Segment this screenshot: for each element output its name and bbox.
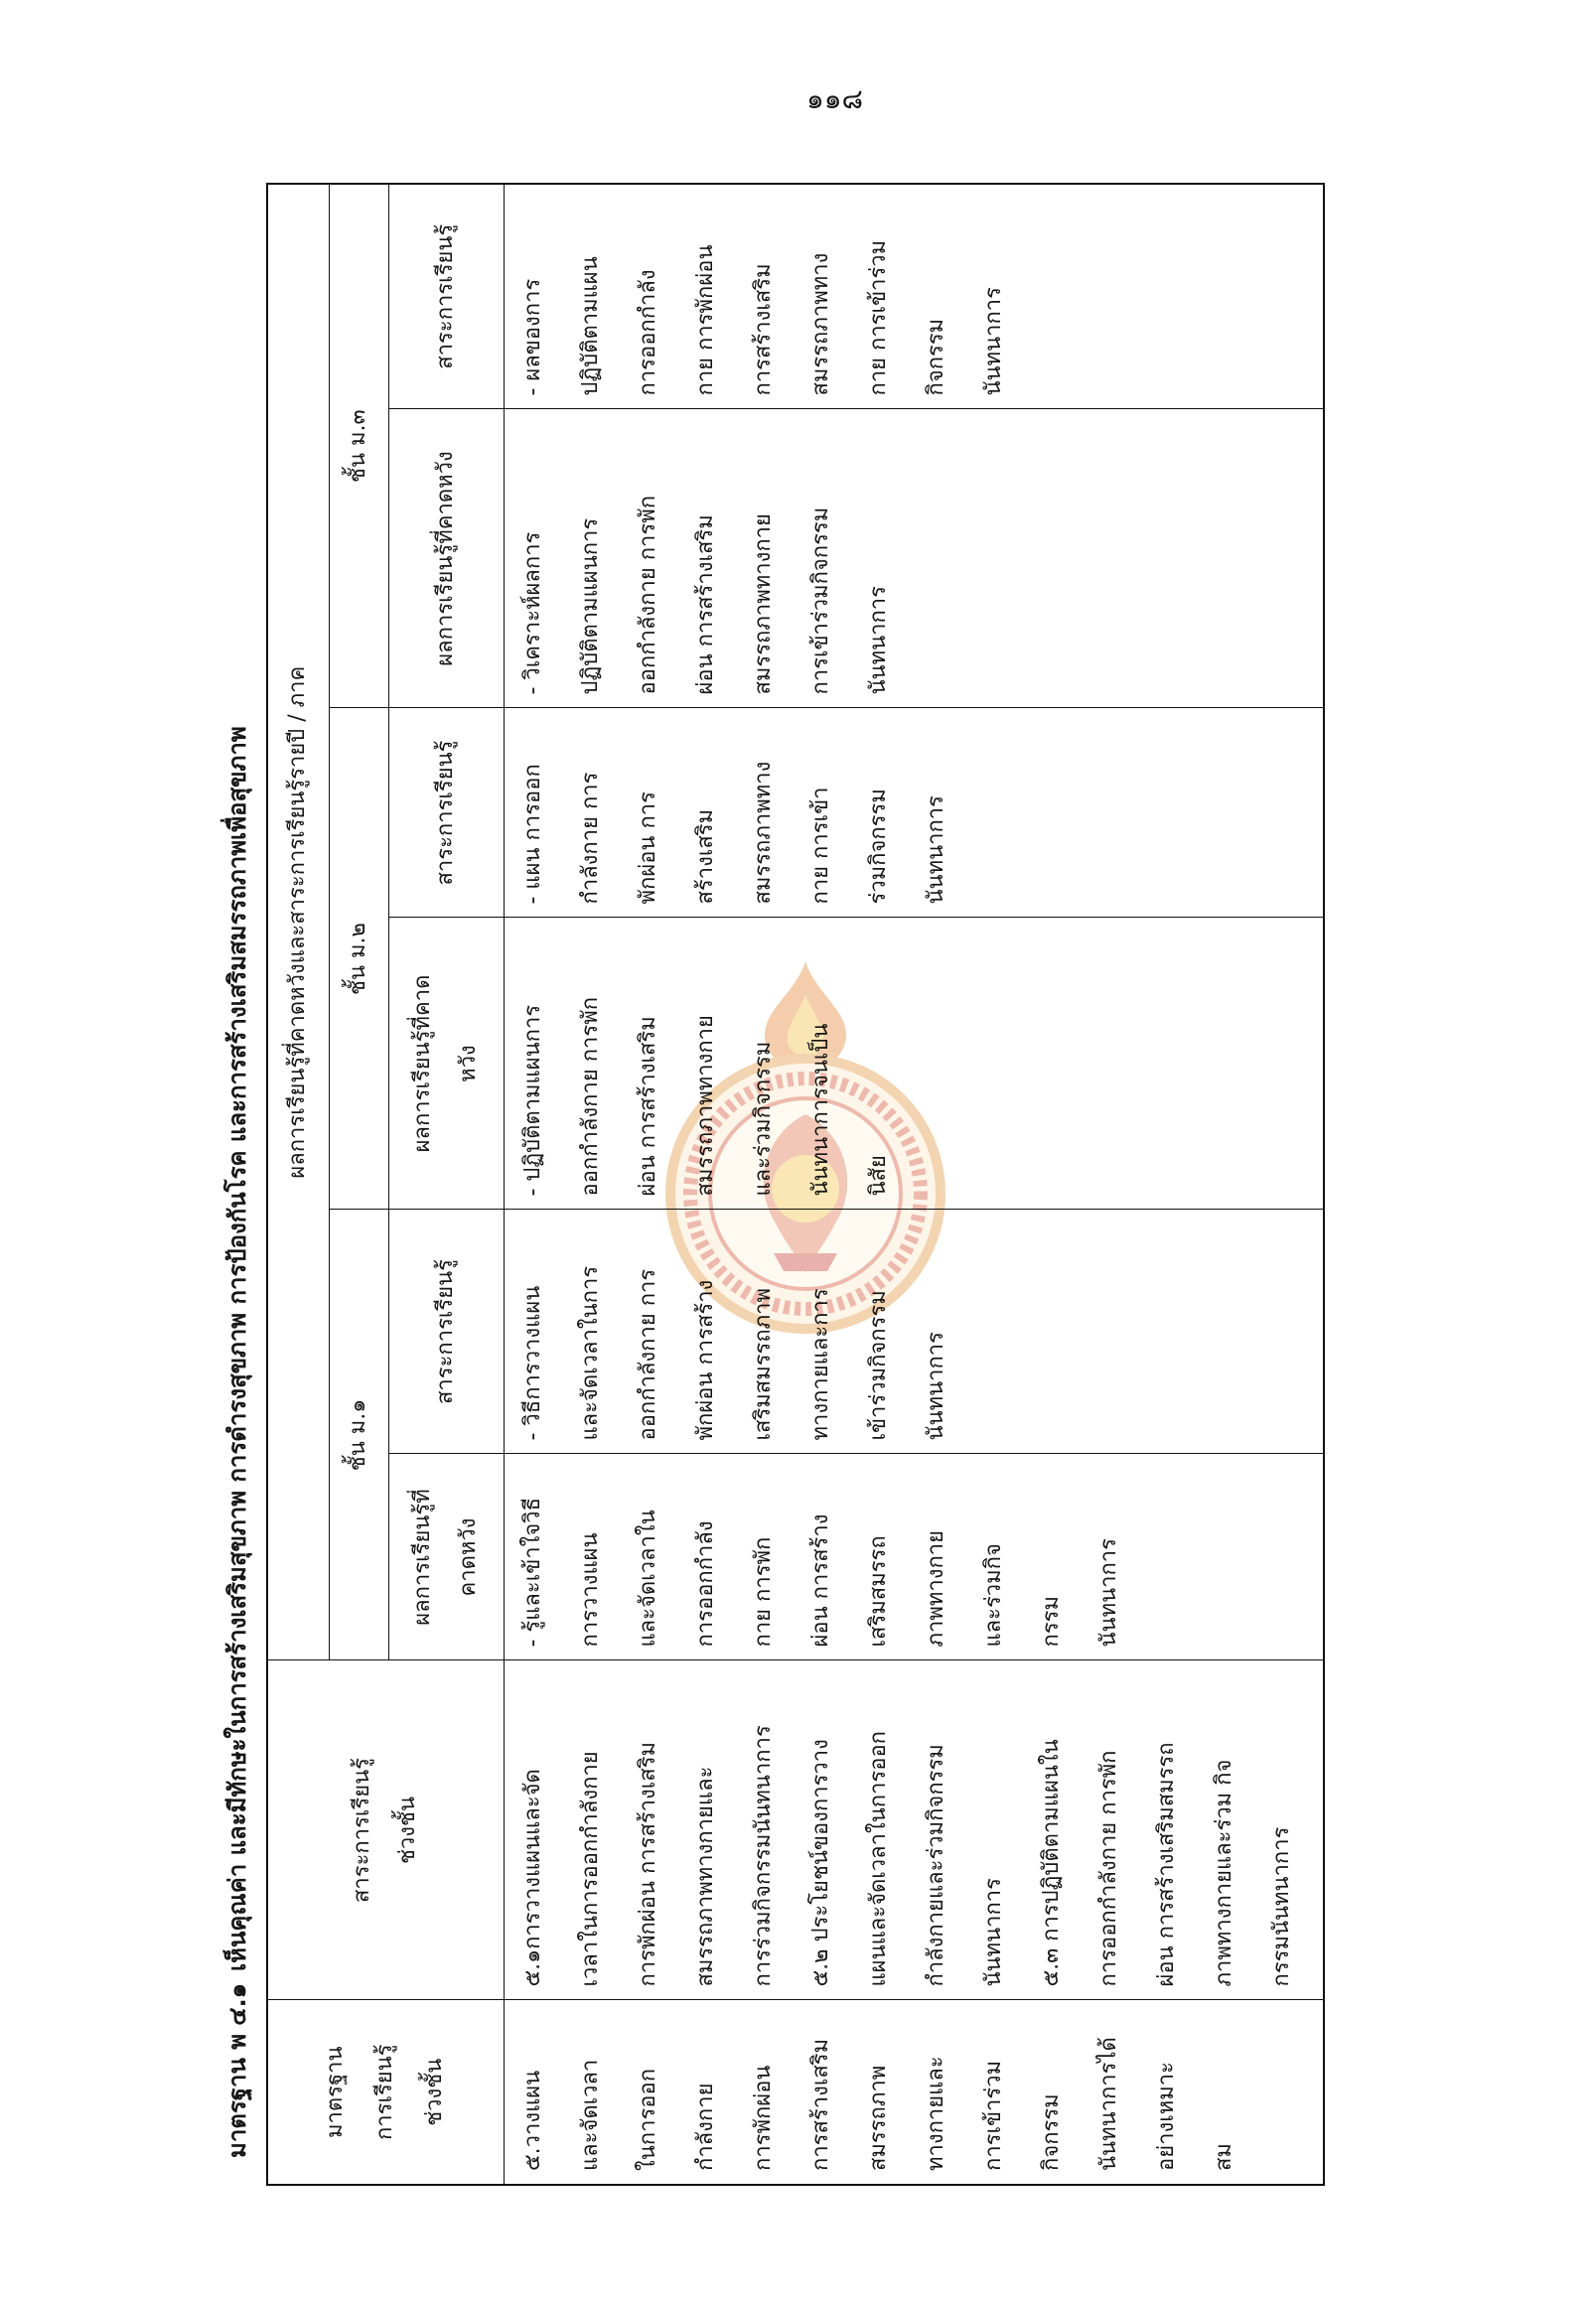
header-row-1 [267,184,329,2185]
text-line: พักผ่อน การสร้าง [692,1279,718,1441]
text-line: การสร้างเสริม [807,2038,833,2171]
text-line: นันทนาการ [1095,1538,1121,1648]
subheader-outcome-m1 [388,1454,504,1660]
header-line: ผลการเรียนรู้ที่คาด [410,974,435,1153]
text-line: - ผลของการ [519,278,545,396]
cell-outcome-m3 [504,409,1324,708]
text-line: เสริมสมรรถภาพ [750,1287,776,1441]
text-line: อย่างเหมาะ [1153,2062,1179,2171]
text-line: กรรม [1038,1596,1064,1648]
text-line: นันทนาการ [923,795,948,905]
standard-code: มาตรฐาน พ ๔.๑ [223,1983,251,2158]
header-line: หวัง [456,1045,481,1082]
text-line: การร่วมกิจกรรมนันทนาการ [750,1725,776,1987]
header-line: ช่วงชั้น [422,2058,448,2126]
text-line: ผ่อน การสร้างเสริม [635,1016,660,1197]
text-line: สม [1211,2143,1236,2171]
text-line: ออกกำลังกาย การพัก [635,495,660,695]
text-line: ผ่อน การสร้างเสริม [692,514,718,695]
text-line: การออกกำลัง [635,269,660,396]
text-line: ผ่อน การสร้าง [807,1513,833,1648]
grade-label-m3: ชั้น ม.๓ [329,184,388,708]
text-line: กำลังกายและร่วมกิจกรรม [923,1744,948,1987]
standard-title [220,726,254,2158]
subheader-content-m1 [388,1210,504,1454]
text-line: เข้าร่วมกิจกรรม [865,1290,891,1441]
text-line: - วิเคราะห์ผลการ [519,531,545,695]
text-line: นันทนาการ [923,1332,948,1441]
text-line: การพักผ่อน การสร้างเสริม [635,1741,660,1987]
text-line: การพักผ่อน [750,2065,776,2171]
text-line: สร้างเสริม [692,808,718,905]
header-content-stage [267,1660,504,2000]
text-line: พักผ่อน การ [635,792,660,905]
text-line: การออกกำลังกาย การพัก [1095,1750,1121,1987]
text-line: สมรรถภาพทาง [750,761,776,905]
text-line: กาย การเข้าร่วม [865,239,891,396]
text-line: และจัดเวลา [577,2059,603,2171]
text-line: - ปฏิบัติตามแผนการ [519,1004,545,1197]
text-line: ปฏิบัติตามแผน [577,256,603,396]
text-line: กรรมนันทนาการ [1268,1826,1294,1987]
standard-description: เห็นคุณค่า และมีทักษะในการสร้างเสริมสุขภาพ การดำรงสุขภาพ การป้องกันโรค และการสร้างเสริมสมรรถภาพเพื่อสุขภาพ [223,726,251,1972]
header-line: สาระการเรียนรู้ [433,740,458,886]
text-line: ออกกำลังกาย การ [635,1268,660,1441]
text-line: สมรรถภาพทางกายและ [692,1766,718,1987]
text-line: สมรรถภาพทางกาย [750,513,776,695]
text-line: นันทนาการได้ [1095,2037,1121,2171]
text-line: ทางกายและ [923,2056,948,2171]
text-line: นันทนาการจนเป็น [807,1023,833,1197]
grade-label-m1: ชั้น ม.๑ [329,1210,388,1660]
text-line: การวางแผน [577,1532,603,1648]
text-line: ภาพทางกาย [923,1529,948,1648]
text-line: และร่วมกิจ [980,1543,1006,1648]
cell-outcome-m2 [504,918,1324,1210]
text-line: ร่วมกิจกรรม [865,789,891,905]
header-line: สาระการเรียนรู้ [433,1259,458,1404]
text-line: กาย การพักผ่อน [692,244,718,396]
text-line: และจัดเวลาในการ [577,1265,603,1441]
cell-standard [504,2000,1324,2185]
text-line: สมรรถภาพ [865,2065,891,2171]
text-line: ๕.๓ การปฏิบัติตามแผนใน [1038,1739,1064,1987]
subheader-outcome-m3 [388,409,504,708]
subheader-content-m3 [388,184,504,409]
header-line: ผลการเรียนรู้ที่คาดหวัง [433,451,458,666]
page-number: ๑๑๘ [806,82,864,115]
text-line: กาย การเข้า [807,787,833,905]
text-line: กิจกรรม [923,318,948,396]
header-line: สาระการเรียนรู้ [350,1758,375,1903]
text-line: เสริมสมรรถ [865,1535,891,1648]
text-line: กิจกรรม [1038,2093,1064,2171]
text-line: เวลาในการออกกำลังกาย [577,1751,603,1987]
header-line: คาดหวัง [456,1517,481,1597]
text-line: นันทนาการ [980,287,1006,396]
text-line: และร่วมกิจกรรม [750,1041,776,1197]
text-line: ๕.วางแผน [519,2070,545,2171]
text-line: นันทนาการ [980,1878,1006,1987]
header-yearly-outcomes: ผลการเรียนรู้ที่คาดหวังและสาระการเรียนรู้รายปี / ภาค [267,184,329,1660]
text-line: ๕.๒ ประโยชน์ของการวาง [807,1739,833,1987]
text-line: และจัดเวลาใน [635,1510,660,1648]
cell-content-stage [504,1660,1324,2000]
header-line: สาระการเรียนรู้ [433,223,458,369]
text-line: ๕.๑การวางแผนและจัด [519,1769,545,1987]
text-line: ผ่อน การสร้างเสริมสมรรถ [1153,1742,1179,1987]
text-line: กาย การพัก [750,1536,776,1648]
text-line: การสร้างเสริม [750,263,776,396]
text-line: สมรรถภาพทาง [807,252,833,396]
cell-content-m3 [504,184,1324,409]
text-line: แผนและจัดเวลาในการออก [865,1731,891,1987]
cell-content-m1 [504,1210,1324,1454]
text-line: ออกกำลังกาย การพัก [577,996,603,1197]
header-line: มาตรฐาน [323,2046,349,2138]
text-line: กำลังกาย [692,2083,718,2171]
curriculum-table [266,183,1325,2186]
grade-label-m2: ชั้น ม.๒ [329,708,388,1210]
cell-outcome-m1 [504,1454,1324,1660]
text-line: นิสัย [865,1155,891,1197]
text-line: - แผน การออก [519,764,545,905]
header-line: ช่วงชั้น [395,1797,421,1864]
text-line: - รู้และเข้าใจวิธี [519,1497,545,1648]
text-line: สมรรถภาพทางกาย [692,1015,718,1197]
text-line: กำลังกาย การ [577,772,603,905]
header-standard [267,2000,504,2185]
text-line: การเข้าร่วม [980,2060,1006,2171]
header-line: การเรียนรู้ [372,2044,398,2141]
text-line: - วิธีการวางแผน [519,1285,545,1441]
subheader-content-m2 [388,708,504,918]
text-line: ภาพทางกายและร่วม กิจ [1211,1759,1236,1987]
header-line: ผลการเรียนรู้ที่ [410,1489,435,1626]
subheader-outcome-m2 [388,918,504,1210]
text-line: ทางกายและการ [807,1288,833,1441]
text-line: การเข้าร่วมกิจกรรม [807,506,833,695]
cell-content-m2 [504,708,1324,918]
text-line: การออกกำลัง [692,1520,718,1648]
text-line: นันทนาการ [865,586,891,695]
table-row [504,184,1324,2185]
text-line: ในการออก [635,2068,660,2171]
text-line: ปฏิบัติตามแผนการ [577,517,603,695]
